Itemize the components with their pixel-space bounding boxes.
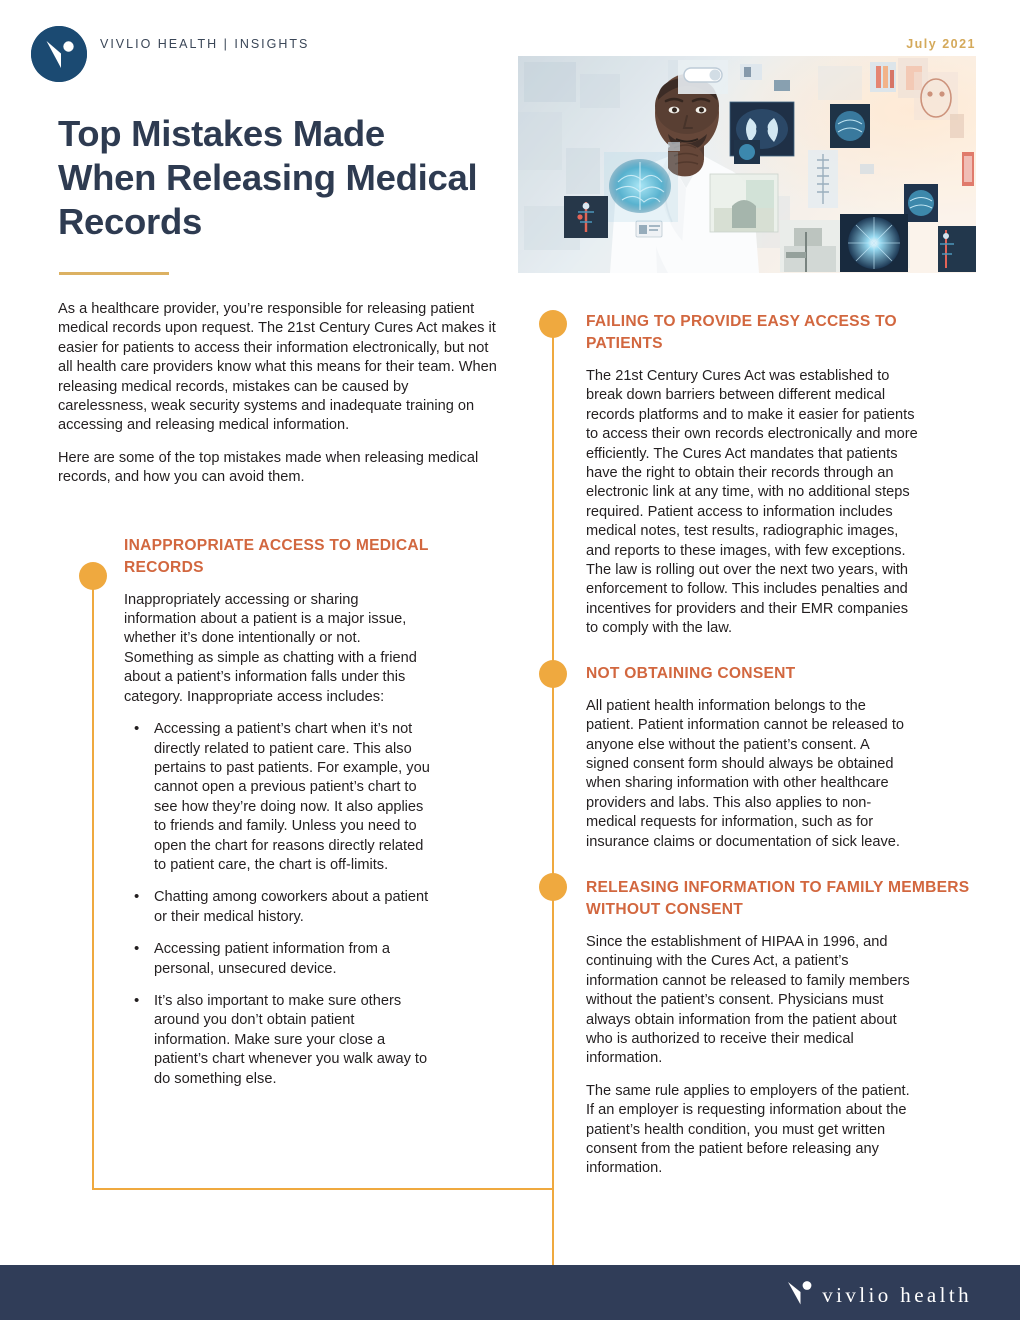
hero-image: [518, 56, 976, 273]
list-item: • It’s also important to make sure others around you don’t obtain patient information. Make sure your close a patient’s chart whenever you walk away to do something else.: [126, 992, 432, 1089]
section-body-inappropriate-access: Inappropriately accessing or sharing information about a patient is a major issue, whether it’s done intentionally or not. Something as simple as chatting with a friend about a patient’s information falls under this category. Inappropriate access includes:: [124, 591, 417, 705]
page-title: Top Mistakes Made When Releasing Medical Records: [58, 113, 478, 242]
timeline-dot-inappropriate-access: [79, 562, 107, 590]
left-column: [58, 300, 498, 1102]
section-body-family-members-1: Since the establishment of HIPAA in 1996, and continuing with the Cures Act, a patient’s information cannot be released to family members without the patient’s consent. Physicians must always obtain information from the patient about who is authorized to receive their medical information.: [586, 933, 910, 1067]
right-column: [530, 300, 976, 1192]
vivlio-v-logo-icon: [31, 26, 87, 82]
brand-label: VIVLIO HEALTH | INSIGHTS: [100, 37, 310, 51]
footer-wordmark: vivlio health: [822, 1283, 972, 1307]
section-family-members: [530, 877, 976, 1179]
section-heading-easy-access: FAILING TO PROVIDE EASY ACCESS TO PATIENTS: [586, 313, 897, 352]
intro-paragraph-2: Here are some of the top mistakes made when releasing medical records, and how you can avoid them.: [58, 449, 479, 486]
page-footer: [0, 1265, 1020, 1320]
issue-date: July 2021: [906, 37, 976, 51]
list-item: • Chatting among coworkers about a patient or their medical history.: [126, 888, 432, 927]
section-body-easy-access: The 21st Century Cures Act was established to break down barriers between different medical records platforms and to make it easier for patients to access their own records electronically and more efficiently. The Cures Act mandates that patients have the right to obtain their records through an electronic link at any time, with no additional steps required. Patient access to information includes medical notes, test results, radiographic images, and reports to these images, with few exceptions. The law is rolling out over the next two years, with enforcement to follow. This includes penalties and incentives for providers and their EMR companies to comply with the law.: [586, 368, 918, 637]
section-easy-access: [530, 311, 976, 639]
timeline-dot-consent: [539, 660, 567, 688]
section-consent: [530, 663, 976, 852]
list-item: • Accessing a patient’s chart when it’s not directly related to patient care. This also pertains to past patients. For example, you cannot open a previous patient’s chart to see how they’re doing now. It also applies to friends and family. Unless you need to open the chart for reasons directly related to patient care, the chart is off-limits.: [126, 720, 432, 875]
list-item: • Accessing patient information from a personal, unsecured device.: [126, 940, 432, 979]
timeline-line-bottom: [92, 1188, 554, 1190]
vivlio-v-logo-icon: [785, 1279, 815, 1312]
section-inappropriate-access: [58, 535, 498, 1089]
section-body-consent: All patient health information belongs to the patient. Patient information cannot be released to anyone else without the patient’s consent. A signed consent form should always be obtained when sharing information with other healthcare providers and labs. This also applies to non-medical requests for information, such as for insurance claims or documentation of sick leave.: [586, 697, 905, 850]
section-heading-consent: NOT OBTAINING CONSENT: [586, 664, 796, 682]
page-header: [0, 0, 1020, 60]
title-divider: [59, 272, 169, 275]
section-body-family-members-2: The same rule applies to employers of the patient. If an employer is requesting information about the patient’s health condition, you must get written consent from the patient before releasing any information.: [586, 1082, 910, 1177]
intro-paragraph-1: As a healthcare provider, you’re responsible for releasing patient medical records upon request. The 21st Century Cures Act makes it easier for patients to access their information electronically, but not all health care providers know what this means for their team. When releasing medical records, mistakes can be caused by carelessness, weak security systems and inadequate training on accessing and releasing medical information.: [58, 301, 497, 434]
section-heading-inappropriate-access: INAPPROPRIATE ACCESS TO MEDICAL RECORDS: [124, 536, 429, 576]
section-heading-family-members: RELEASING INFORMATION TO FAMILY MEMBERS WITHOUT CONSENT: [586, 878, 970, 918]
footer-logo: [785, 1279, 972, 1312]
timeline-dot-family-members: [539, 873, 567, 901]
timeline-dot-easy-access: [539, 310, 567, 338]
inappropriate-access-bullet-list: [126, 720, 432, 1089]
